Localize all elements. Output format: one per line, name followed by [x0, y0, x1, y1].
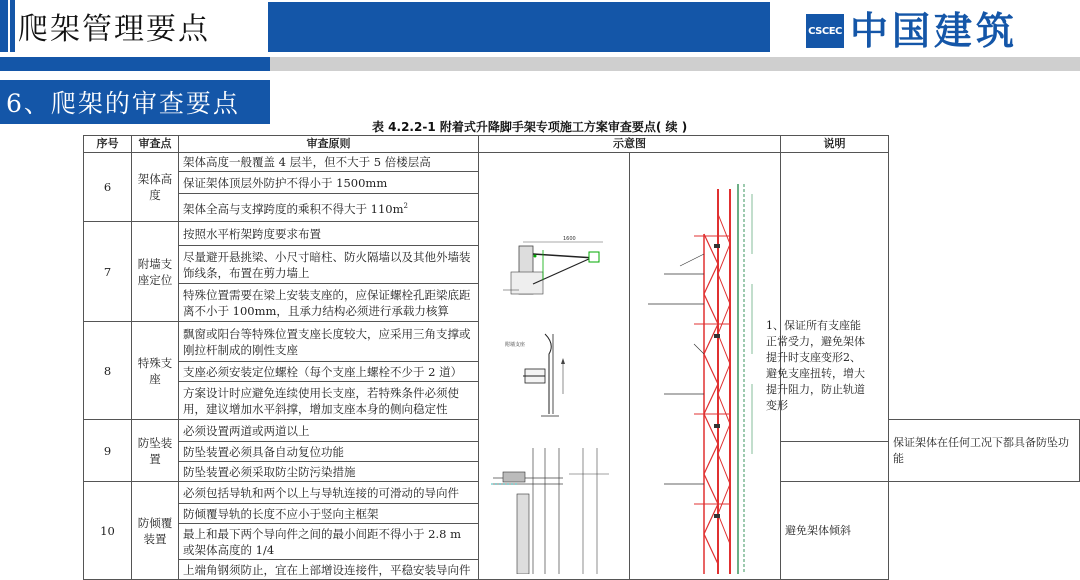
row-principle: 架体高度一般覆盖 4 层半，但不大于 5 倍楼层高 — [179, 153, 479, 172]
row-principle: 防坠装置必须采取防尘防污染措施 — [179, 462, 479, 482]
note-anti-tilt: 避免架体倾斜 — [781, 482, 889, 580]
row-principle: 上端角钢须防止，宜在上部增设连接件，平稳安装导向件 — [179, 560, 479, 580]
header-cat: 审查点 — [132, 136, 179, 153]
row-num: 6 — [84, 153, 132, 222]
row-principle: 必须设置两道或两道以上 — [179, 420, 479, 442]
support-detail-figure — [483, 154, 625, 574]
section-title: 6、爬架的审查要点 — [0, 80, 270, 124]
note-support-overlay — [766, 318, 870, 414]
row-category: 防坠装置 — [132, 420, 179, 482]
row-principle: 方案设计时应避免连续使用长支座，若特殊条件必须使用，建议增加水平斜撑，增加支座本身的侧向稳定性 — [179, 382, 479, 420]
row-num: 8 — [84, 322, 132, 420]
review-points-table — [83, 135, 1080, 580]
header-figure: 示意图 — [479, 136, 781, 153]
divider-strip-gray — [270, 57, 1080, 71]
guide-rail-drawing — [505, 334, 565, 416]
row-num: 10 — [84, 482, 132, 580]
note-support: 1、保证所有支座能正常受力，避免架体提升时支座变形2、避免支座扭转，增大提升阻力，防止轨道变形 — [766, 319, 865, 412]
header-principle: 审查原则 — [179, 136, 479, 153]
note-anti-fall: 保证架体在任何工况下都具备防坠功能 — [889, 420, 1080, 482]
wall-support-drawing — [503, 236, 603, 294]
cscec-logo-icon: CSCEC — [806, 14, 844, 48]
row-principle: 保证架体顶层外防护不得小于 1500mm — [179, 172, 479, 194]
row-num: 9 — [84, 420, 132, 482]
row-principle: 防坠装置必须具备自动复位功能 — [179, 442, 479, 462]
header-num: 序号 — [84, 136, 132, 153]
row-principle: 尽量避开悬挑梁、小尺寸暗柱、防火隔墙以及其他外墙装饰线条，布置在剪力墙上 — [179, 246, 479, 284]
row-principle: 按照水平桁架跨度要求布置 — [179, 222, 479, 246]
row-principle: 防倾覆导轨的长度不应小于竖向主框架 — [179, 504, 479, 524]
scaffold-elevation-figure — [634, 154, 776, 574]
row-principle: 最上和最下两个导向件之间的最小间距不得小于 2.8 m 或架体高度的 1/4 — [179, 524, 479, 560]
row-principle: 架体全高与支撑跨度的乘积不得大于 $110m^2$ — [179, 194, 479, 222]
table-row — [84, 153, 1080, 172]
row-num: 7 — [84, 222, 132, 322]
anti-fall-drawing — [491, 448, 609, 574]
header-blue-band — [268, 2, 770, 52]
row-category: 防倾覆装置 — [132, 482, 179, 580]
figure-scaffold-cell — [630, 153, 781, 580]
header-note: 说明 — [781, 136, 889, 153]
row-principle: 特殊位置需要在梁上安装支座的，应保证螺栓孔距梁底距离不小于 100mm，且承力结构必须进行承载力核算 — [179, 284, 479, 322]
company-logo-text: 中国建筑 — [850, 9, 1019, 53]
scaffold-frame-drawing — [648, 184, 752, 574]
row-category: 架体高度 — [132, 153, 179, 222]
row-category: 附墙支座定位 — [132, 222, 179, 322]
dimension-label: 1600 — [563, 236, 576, 242]
page-title: 爬架管理要点 — [18, 12, 210, 47]
header-accent-bar — [0, 0, 8, 52]
figure-detail-cell — [479, 153, 630, 580]
divider-strip-blue — [0, 57, 270, 71]
row-principle: 必须包括导轨和两个以上与导轨连接的可滑动的导向件 — [179, 482, 479, 504]
row-principle: 飘窗或阳台等特殊位置支座长度较大，应采用三角支撑或刚拉杆制成的刚性支座 — [179, 322, 479, 362]
table-header-row — [84, 136, 1080, 153]
side-label: 附墙支座 — [505, 342, 526, 348]
table-caption: 表 4.2.2-1 附着式升降脚手架专项施工方案审查要点( 续 ) — [372, 120, 688, 134]
row-category: 特殊支座 — [132, 322, 179, 420]
row-principle: 支座必须安装定位螺栓（每个支座上螺栓不少于 2 道） — [179, 362, 479, 382]
header-accent-bar-thin — [10, 0, 15, 52]
